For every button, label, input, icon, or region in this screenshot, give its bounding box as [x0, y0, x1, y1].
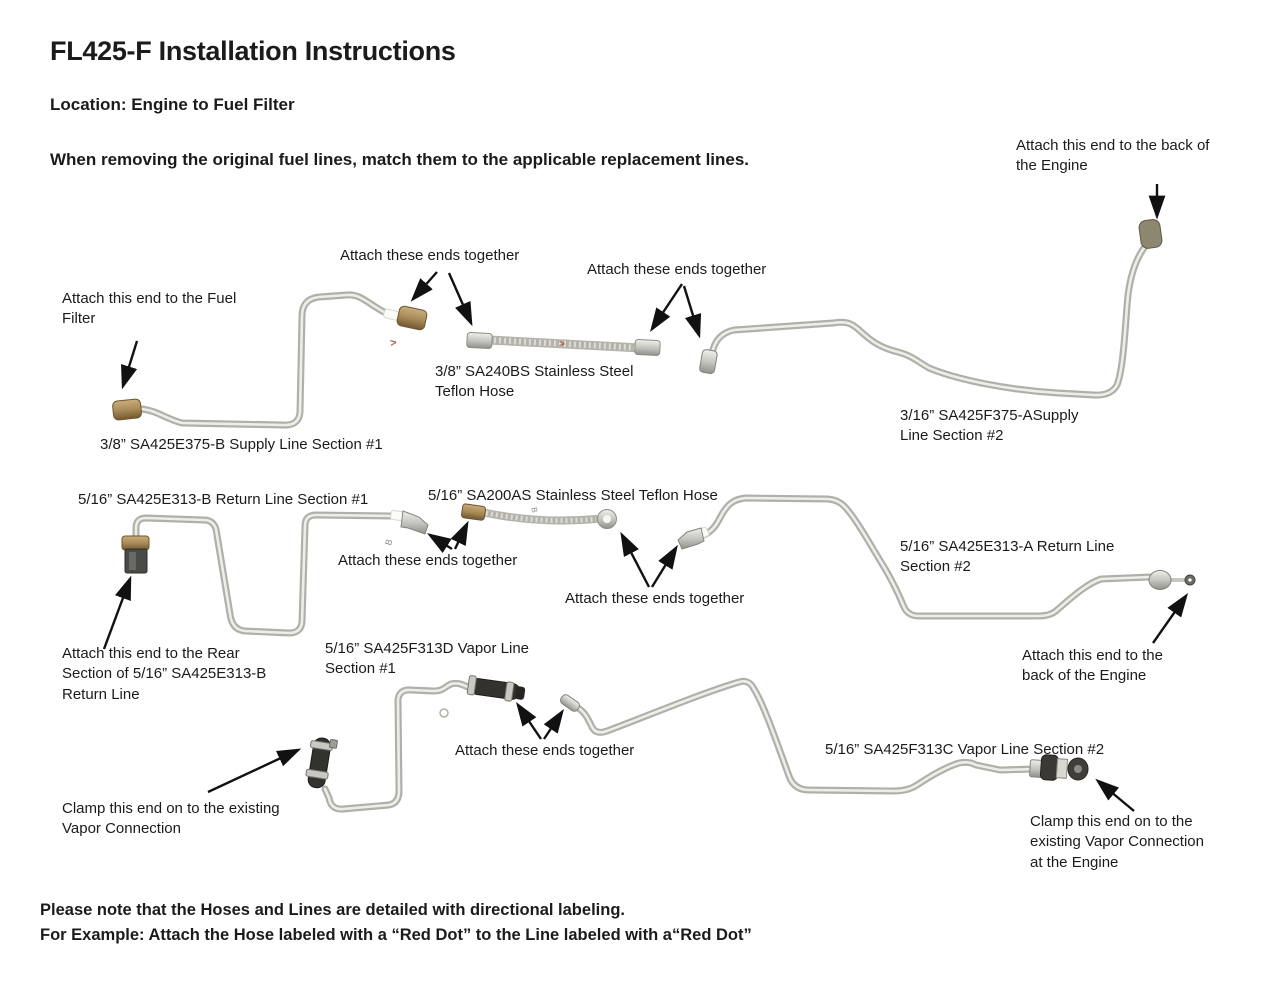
hose-38-direction-mark: >	[558, 338, 566, 351]
vapor-line-1-clamp-end	[304, 736, 338, 789]
label-return-line-1: 5/16” SA425E313-B Return Line Section #1	[78, 491, 369, 508]
arrow-ends1-b	[449, 273, 471, 323]
arrow-clamp-right	[1098, 781, 1134, 811]
label-hose-38: 3/8” SA240BS Stainless Steel Teflon Hose	[435, 363, 634, 401]
teflon-hose-516	[461, 504, 616, 529]
label-return-line-2: 5/16” SA425E313-A Return Line Section #2	[900, 538, 1115, 576]
arrow-ends4-a	[622, 535, 649, 587]
label-attach-rear-return: Attach this end to the Rear Section of 5/16” SA425E313-B Return Line	[62, 645, 267, 703]
arrow-rear-return	[104, 579, 130, 649]
vapor-line-2-inlet-tip	[559, 693, 581, 713]
hose-516-direction-mark: B	[529, 506, 540, 514]
arrow-ends5-a	[518, 705, 541, 739]
return-line-1-cone-fitting	[401, 511, 428, 534]
label-supply-line-1: 3/8” SA425E375-B Supply Line Section #1	[100, 436, 383, 453]
return-line-2-cone-fitting	[678, 528, 704, 549]
label-vapor-line-2: 5/16” SA425F313C Vapor Line Section #2	[825, 741, 1105, 758]
return-line-1-nut	[122, 536, 149, 550]
footer-note-1: Please note that the Hoses and Lines are detailed with directional labeling.	[40, 901, 625, 919]
hose-516-right-fitting-bore	[603, 515, 611, 523]
return-line-1-connector-highlight	[129, 552, 136, 570]
supply-line-1-fuel-filter-fitting	[112, 399, 142, 421]
footer-note-2: For Example: Attach the Hose labeled with a “Red Dot” to the Line labeled with a“Red Dot”	[40, 926, 752, 944]
hose-38-left-fitting	[467, 332, 493, 348]
return-line-2-end-ring-bore	[1188, 578, 1191, 581]
return-line-1-tube	[122, 510, 428, 633]
return-line-1-direction-mark: B	[383, 538, 395, 547]
teflon-hose-38	[467, 332, 661, 355]
supply-line-1-hose-fitting	[396, 305, 428, 330]
arrow-engine-return	[1153, 596, 1186, 643]
arrow-clamp-left	[208, 750, 298, 792]
location-line: Location: Engine to Fuel Filter	[50, 95, 295, 114]
vapor-line-2-tube	[559, 681, 1088, 791]
arrow-ends2-b	[684, 286, 699, 335]
supply-line-2-hose-fitting	[699, 349, 718, 374]
label-vapor-line-1: 5/16” SA425F313D Vapor Line Section #1	[325, 640, 530, 678]
label-attach-back-engine-top: Attach this end to the back of the Engine	[1016, 137, 1210, 175]
label-attach-fuel-filter: Attach this end to the Fuel Filter	[62, 290, 237, 328]
arrow-fuel-filter	[123, 341, 137, 386]
label-clamp-vapor-right: Clamp this end on to the existing Vapor Connection at the Engine	[1030, 813, 1204, 871]
arrow-ends3-a	[430, 535, 452, 549]
page-title: FL425-F Installation Instructions	[50, 36, 456, 66]
arrow-ends2-a	[652, 284, 682, 329]
arrow-ends5-b	[544, 712, 562, 739]
warning-line: When removing the original fuel lines, match them to the applicable replacement lines.	[50, 150, 750, 169]
arrow-ends1-a	[413, 272, 437, 299]
arrow-ends3-b	[455, 524, 467, 549]
label-attach-ends-1: Attach these ends together	[340, 247, 520, 264]
label-attach-ends-4: Attach these ends together	[565, 590, 745, 607]
label-clamp-vapor-left: Clamp this end on to the existing Vapor Connection	[62, 800, 280, 838]
vapor-line-1-washer	[440, 709, 448, 717]
label-hose-516: 5/16” SA200AS Stainless Steel Teflon Hose	[428, 487, 718, 504]
label-attach-ends-5: Attach these ends together	[455, 742, 635, 759]
hose-38-right-fitting	[635, 339, 661, 355]
return-line-2-engine-fitting	[1149, 571, 1171, 590]
arrow-ends4-b	[652, 548, 676, 587]
supply-line-2-engine-fitting	[1138, 219, 1163, 250]
label-supply-line-2: 3/16” SA425F375-ASupply Line Section #2	[900, 407, 1079, 445]
label-attach-ends-2: Attach these ends together	[587, 261, 767, 278]
supply-line-2-tube	[699, 219, 1163, 395]
supply-line-1-direction-mark: >	[389, 336, 398, 350]
label-attach-back-engine-return: Attach this end to the back of the Engine	[1022, 647, 1163, 685]
label-attach-ends-3: Attach these ends together	[338, 552, 518, 569]
